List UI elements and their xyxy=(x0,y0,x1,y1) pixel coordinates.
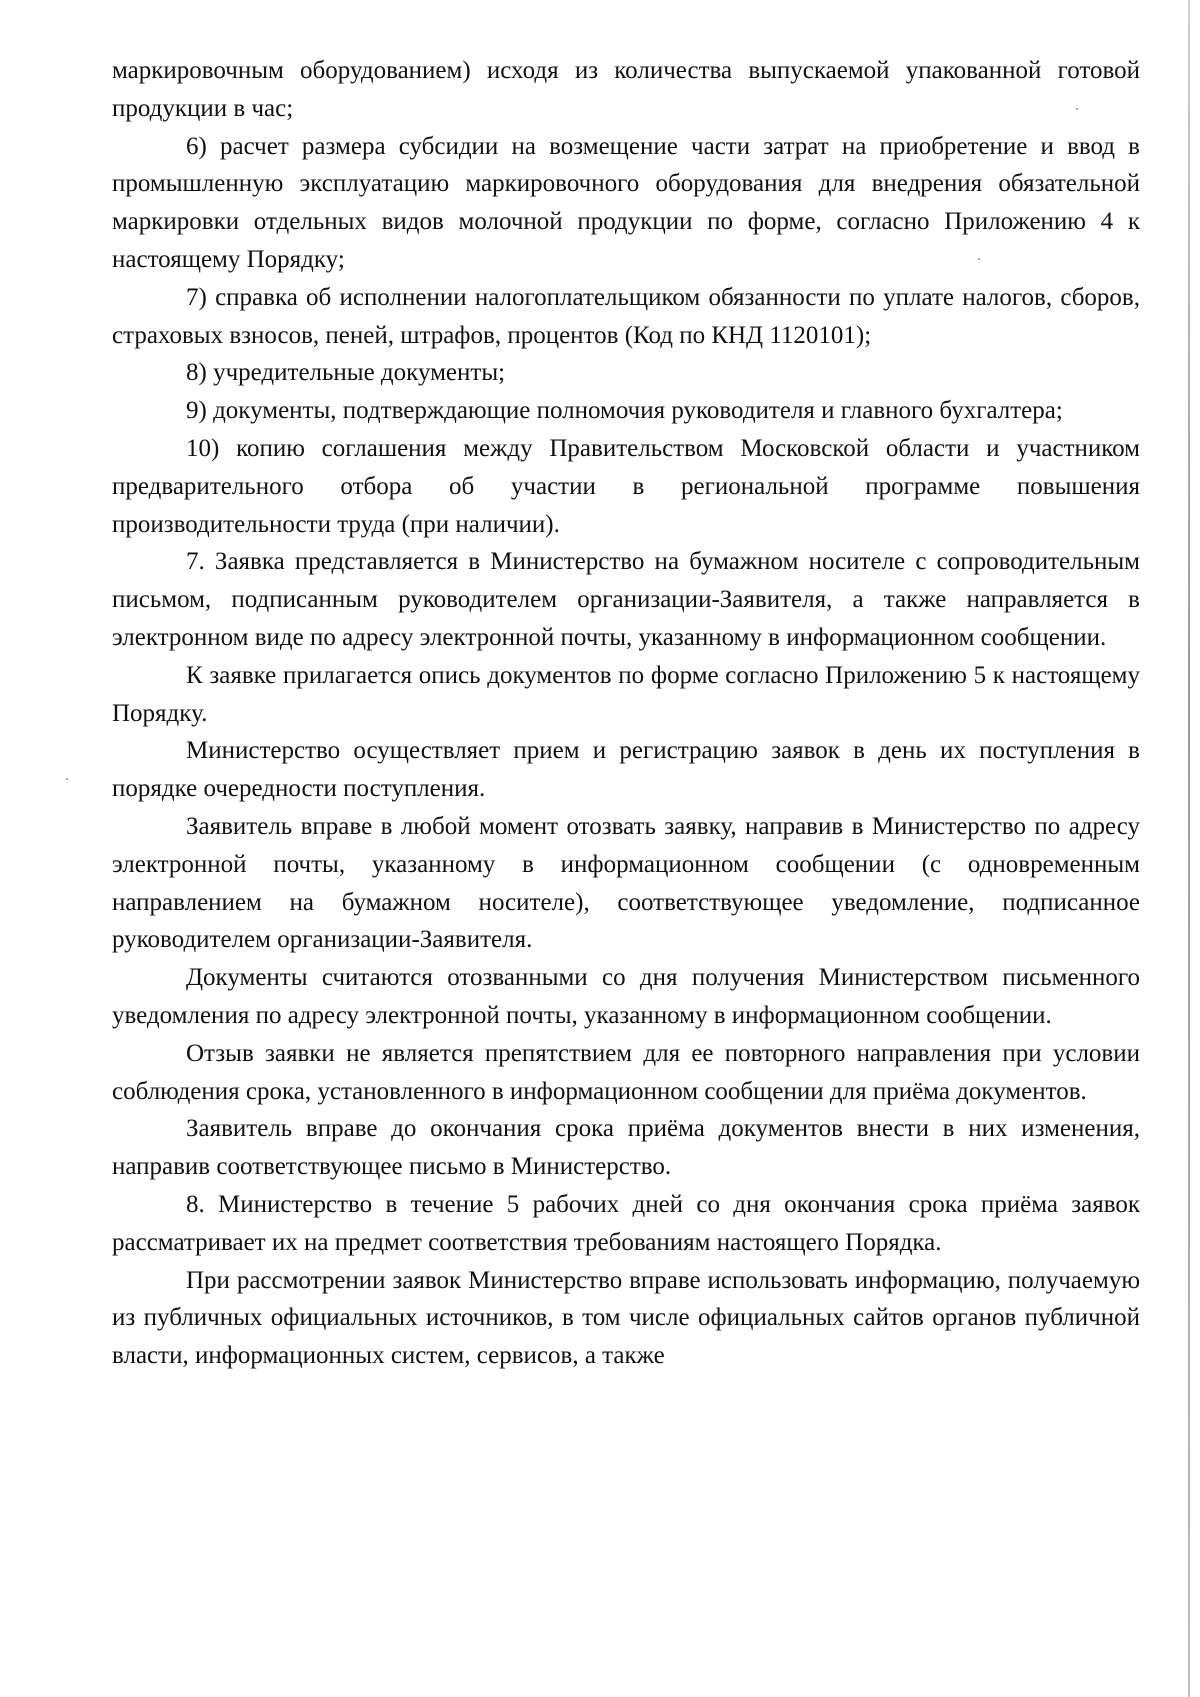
paragraph-inventory: К заявке прилагается опись документов по форме согласно Приложению 5 к настоящему Порядку. xyxy=(112,661,1140,727)
paragraph-item-10: 10) копию соглашения между Правительством Московской области и участником предварительного отбора об участии в региональной программе повышения производительности труда (при наличии). xyxy=(112,434,1140,538)
paragraph-registration: Министерство осуществляет прием и регистрацию заявок в день их поступления в порядке очередности поступления. xyxy=(112,737,1140,803)
paragraph-item-7: 7) справка об исполнении налогоплательщиком обязанности по уплате налогов, сборов, страховых взносов, пеней, штрафов, процентов (Код по КНД 1120101); xyxy=(112,283,1140,349)
scan-page-edge xyxy=(1188,0,1190,1697)
paragraph-clause-8: 8. Министерство в течение 5 рабочих дней со дня окончания срока приёма заявок рассматривает их на предмет соответствия требованиям настоящего Порядка. xyxy=(112,1190,1140,1256)
scan-speck xyxy=(66,778,68,780)
paragraph-withdrawn-documents: Документы считаются отозванными со дня получения Министерством письменного уведомления по адресу электронной почты, указанному в информационном сообщении. xyxy=(112,964,1140,1029)
paragraph-item-8: 8) учредительные документы; xyxy=(186,359,506,387)
paragraph-clause-7: 7. Заявка представляется в Министерство на бумажном носителе с сопроводительным письмом, подписанным руководителем организации-Заявителя, а также направляется в электронном виде по адресу электронной почты, указанному в информационном сообщении. xyxy=(112,548,1140,651)
document-page xyxy=(112,52,1140,1375)
paragraph-review-sources: При рассмотрении заявок Министерство вправе использовать информацию, получаемую из публичных официальных источников, в том числе официальных сайтов органов публичной власти, информационных систем, сервисов, а также xyxy=(112,1266,1140,1370)
paragraph-item-9: 9) документы, подтверждающие полномочия руководителя и главного бухгалтера; xyxy=(186,397,1063,425)
paragraph-amendments: Заявитель вправе до окончания срока приёма документов внести в них изменения, направив соответствующее письмо в Министерство. xyxy=(112,1115,1140,1181)
paragraph-resubmission: Отзыв заявки не является препятствием для ее повторного направления при условии соблюдения срока, установленного в информационном сообщении для приёма документов. xyxy=(112,1039,1140,1105)
paragraph-withdrawal: Заявитель вправе в любой момент отозвать заявку, направив в Министерство по адресу электронной почты, указанному в информационном сообщении (с одновременным направлением на бумажном носителе), соответствующее уведомление, подписанное руководителем организации-Заявителя. xyxy=(112,812,1140,954)
paragraph-continuation: маркировочным оборудованием) исходя из количества выпускаемой упакованной готовой продукции в час; xyxy=(112,57,1140,122)
paragraph-item-6: 6) расчет размера субсидии на возмещение части затрат на приобретение и ввод в промышленную эксплуатацию маркировочного оборудования для внедрения обязательной маркировки отдельных видов молочной продукции по форме, согласно Приложению 4 к настоящему Порядку; xyxy=(112,132,1140,273)
